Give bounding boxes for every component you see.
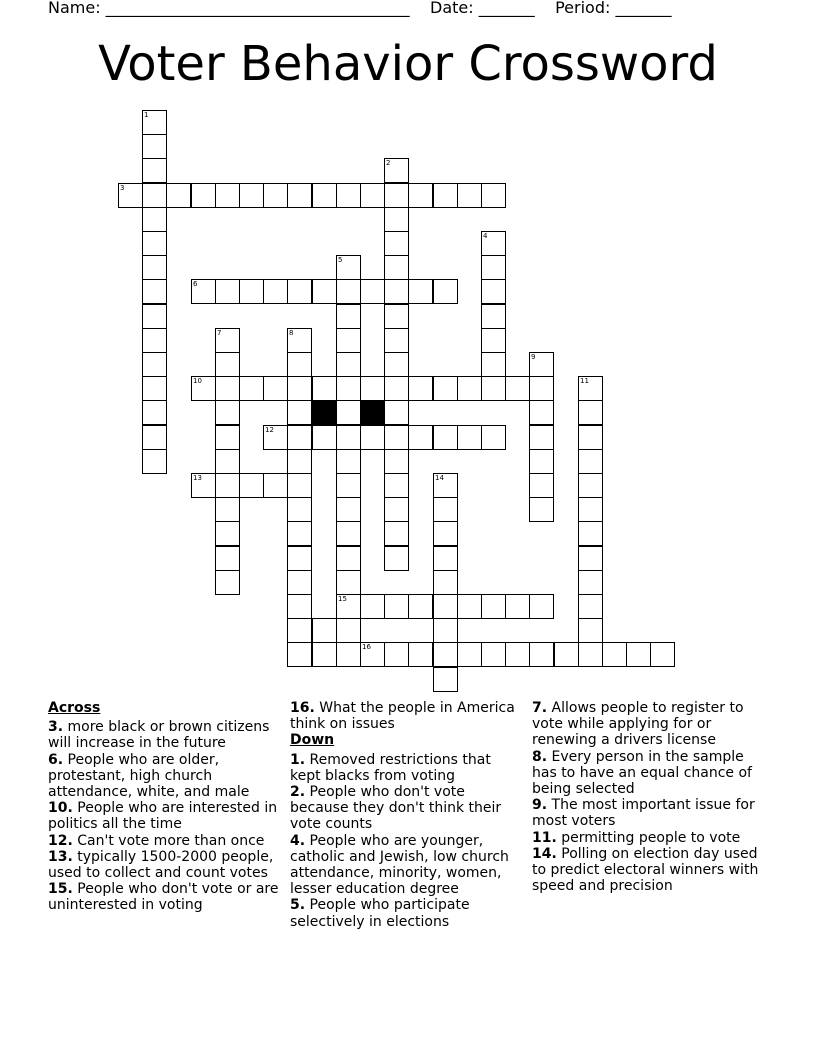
grid-cell[interactable] — [529, 376, 554, 401]
grid-cell[interactable] — [481, 376, 506, 401]
grid-cell[interactable] — [433, 570, 458, 595]
grid-cell[interactable] — [578, 425, 603, 450]
grid-cell[interactable] — [336, 279, 361, 304]
grid-cell[interactable] — [578, 521, 603, 546]
grid-cell[interactable] — [312, 618, 337, 643]
grid-cell[interactable] — [384, 400, 409, 425]
grid-cell[interactable] — [360, 279, 385, 304]
grid-cell[interactable] — [384, 497, 409, 522]
grid-cell[interactable] — [215, 279, 240, 304]
grid-cell[interactable] — [384, 594, 409, 619]
grid-cell[interactable] — [263, 183, 288, 208]
grid-cell[interactable] — [433, 546, 458, 571]
grid-cell[interactable] — [336, 594, 361, 619]
grid-cell[interactable] — [529, 352, 554, 377]
grid-cell[interactable] — [578, 400, 603, 425]
clue-number: 13 — [193, 474, 202, 482]
grid-cell[interactable] — [287, 570, 312, 595]
grid-cell[interactable] — [287, 642, 312, 667]
clue-down-1: 1. Removed restrictions that kept blacks from voting — [290, 751, 491, 784]
clue-down-5: 5. People who participate selectively in elections — [290, 897, 470, 930]
grid-cell[interactable] — [650, 642, 675, 667]
clue-across-12: 12. Can't vote more than once — [48, 832, 265, 849]
grid-cell[interactable] — [384, 546, 409, 571]
grid-cell[interactable] — [433, 642, 458, 667]
grid-cell[interactable] — [529, 425, 554, 450]
grid-cell[interactable] — [312, 183, 337, 208]
clue-number: 9 — [531, 353, 536, 361]
grid-cell[interactable] — [529, 594, 554, 619]
grid-cell[interactable] — [142, 231, 167, 256]
grid-cell[interactable] — [529, 497, 554, 522]
clue-down-11: 11. permitting people to vote — [532, 829, 741, 846]
grid-cell[interactable] — [384, 425, 409, 450]
grid-cell[interactable] — [191, 376, 216, 401]
clue-down-2: 2. People who don't vote because they don't think their vote counts — [290, 784, 502, 833]
clue-number: 11 — [580, 377, 589, 385]
grid-cell[interactable] — [384, 279, 409, 304]
grid-cell[interactable] — [336, 352, 361, 377]
grid-cell[interactable] — [142, 328, 167, 353]
grid-cell[interactable] — [481, 279, 506, 304]
grid-cell[interactable] — [481, 183, 506, 208]
grid-cell[interactable] — [481, 231, 506, 256]
grid-cell[interactable] — [239, 279, 264, 304]
grid-cell[interactable] — [384, 304, 409, 329]
grid-cell[interactable] — [287, 376, 312, 401]
clue-number: 6 — [193, 280, 198, 288]
grid-cell[interactable] — [336, 570, 361, 595]
grid-cell[interactable] — [457, 425, 482, 450]
grid-cell[interactable] — [457, 183, 482, 208]
grid-cell[interactable] — [287, 449, 312, 474]
grid-cell[interactable] — [626, 642, 651, 667]
clue-number: 12 — [265, 426, 274, 434]
grid-cell[interactable] — [142, 158, 167, 183]
grid-cell[interactable] — [408, 594, 433, 619]
grid-cell[interactable] — [336, 449, 361, 474]
grid-cell[interactable] — [408, 279, 433, 304]
grid-cell[interactable] — [336, 473, 361, 498]
grid-cell[interactable] — [263, 279, 288, 304]
clue-number: 15 — [338, 595, 347, 603]
grid-cell[interactable] — [312, 279, 337, 304]
grid-cell[interactable] — [336, 425, 361, 450]
clue-across-6: 6. People who are older, protestant, high church attendance, white, and male — [48, 751, 250, 801]
grid-cell[interactable] — [118, 183, 143, 208]
grid-cell[interactable] — [433, 376, 458, 401]
clue-across-15: 15. People who don't vote or are uninterested in voting — [48, 881, 279, 914]
grid-cell[interactable] — [215, 546, 240, 571]
grid-cell[interactable] — [529, 449, 554, 474]
clue-down-7: 7. Allows people to register to vote while applying for or renewing a drivers license — [532, 700, 744, 749]
grid-cell[interactable] — [287, 521, 312, 546]
grid-cell[interactable] — [336, 328, 361, 353]
clue-number: 4 — [483, 232, 488, 240]
grid-cell[interactable] — [142, 449, 167, 474]
grid-cell[interactable] — [142, 255, 167, 280]
grid-cell[interactable] — [578, 618, 603, 643]
grid-cell[interactable] — [336, 521, 361, 546]
grid-cell[interactable] — [578, 473, 603, 498]
grid-cell[interactable] — [433, 183, 458, 208]
grid-cell[interactable] — [408, 425, 433, 450]
grid-cell[interactable] — [505, 376, 530, 401]
grid-cell[interactable] — [457, 376, 482, 401]
clues-column-2 — [290, 700, 522, 930]
grid-cell[interactable] — [360, 425, 385, 450]
grid-cell[interactable] — [336, 546, 361, 571]
grid-cell[interactable] — [384, 255, 409, 280]
grid-cell[interactable] — [287, 279, 312, 304]
grid-cell[interactable] — [433, 425, 458, 450]
grid-cell[interactable] — [142, 183, 167, 208]
grid-cell[interactable] — [336, 497, 361, 522]
grid-cell[interactable] — [481, 642, 506, 667]
grid-cell[interactable] — [142, 134, 167, 159]
grid-cell[interactable] — [384, 231, 409, 256]
grid-cell[interactable] — [263, 473, 288, 498]
grid-cell[interactable] — [191, 473, 216, 498]
grid-cell[interactable] — [287, 425, 312, 450]
grid-cell[interactable] — [239, 183, 264, 208]
grid-cell[interactable] — [529, 642, 554, 667]
clue-number: 16 — [362, 643, 371, 651]
clue-across-13: 13. typically 1500-2000 people, used to collect and count votes — [48, 848, 274, 882]
grid-cell[interactable] — [360, 594, 385, 619]
grid-cell[interactable] — [287, 352, 312, 377]
grid-cell[interactable] — [263, 376, 288, 401]
grid-cell[interactable] — [287, 473, 312, 498]
grid-cell[interactable] — [215, 425, 240, 450]
clue-across-3: 3. more black or brown citizens will increase in the future — [48, 719, 270, 752]
clue-number: 10 — [193, 377, 202, 385]
grid-cell[interactable] — [384, 521, 409, 546]
grid-cell[interactable] — [481, 594, 506, 619]
grid-cell[interactable] — [433, 473, 458, 498]
grid-cell[interactable] — [312, 425, 337, 450]
grid-cell[interactable] — [505, 594, 530, 619]
grid-cell[interactable] — [142, 425, 167, 450]
clue-number: 3 — [120, 184, 125, 192]
grid-cell[interactable] — [457, 594, 482, 619]
clue-number: 2 — [386, 159, 391, 167]
black-cell — [312, 400, 337, 425]
clue-number: 8 — [289, 329, 294, 337]
grid-cell[interactable] — [142, 352, 167, 377]
clue-across-16: 16. What the people in America think on issues — [290, 700, 515, 733]
grid-cell[interactable] — [287, 546, 312, 571]
grid-cell[interactable] — [215, 521, 240, 546]
grid-cell[interactable] — [336, 304, 361, 329]
grid-cell[interactable] — [239, 473, 264, 498]
down-heading: Down — [290, 732, 335, 749]
grid-cell[interactable] — [602, 642, 627, 667]
clue-down-8: 8. Every person in the sample has to have an equal chance of being selected — [532, 748, 752, 798]
clue-across-10: 10. People who are interested in politics all the time — [48, 800, 278, 833]
clue-number: 1 — [144, 111, 149, 119]
grid-cell[interactable] — [384, 376, 409, 401]
grid-cell[interactable] — [408, 376, 433, 401]
grid-cell[interactable] — [215, 400, 240, 425]
grid-cell[interactable] — [215, 497, 240, 522]
grid-cell[interactable] — [263, 425, 288, 450]
grid-cell[interactable] — [336, 183, 361, 208]
grid-cell[interactable] — [142, 400, 167, 425]
grid-cell[interactable] — [481, 304, 506, 329]
grid-cell[interactable] — [191, 279, 216, 304]
grid-cell[interactable] — [336, 618, 361, 643]
grid-cell[interactable] — [312, 642, 337, 667]
grid-cell[interactable] — [336, 255, 361, 280]
grid-cell[interactable] — [360, 183, 385, 208]
grid-cell[interactable] — [239, 376, 264, 401]
grid-cell[interactable] — [408, 183, 433, 208]
grid-cell[interactable] — [433, 497, 458, 522]
grid-cell[interactable] — [336, 376, 361, 401]
grid-cell[interactable] — [384, 207, 409, 232]
grid-cell[interactable] — [578, 546, 603, 571]
grid-cell[interactable] — [166, 183, 191, 208]
clue-down-4: 4. People who are younger, catholic and Jewish, low church attendance, minority, women, lesser education degree — [290, 832, 509, 898]
grid-cell[interactable] — [142, 110, 167, 135]
grid-cell[interactable] — [384, 158, 409, 183]
grid-cell[interactable] — [336, 642, 361, 667]
grid-cell[interactable] — [384, 642, 409, 667]
clue-number: 5 — [338, 256, 343, 264]
grid-cell[interactable] — [529, 400, 554, 425]
clues-column-1 — [48, 700, 280, 914]
grid-cell[interactable] — [529, 473, 554, 498]
grid-cell[interactable] — [215, 183, 240, 208]
grid-cell[interactable] — [215, 449, 240, 474]
grid-cell[interactable] — [481, 425, 506, 450]
grid-cell[interactable] — [287, 497, 312, 522]
grid-cell[interactable] — [360, 642, 385, 667]
grid-cell[interactable] — [142, 207, 167, 232]
grid-cell[interactable] — [336, 400, 361, 425]
grid-cell[interactable] — [384, 473, 409, 498]
grid-cell[interactable] — [578, 642, 603, 667]
black-cell — [360, 400, 385, 425]
grid-cell[interactable] — [287, 183, 312, 208]
grid-cell[interactable] — [360, 376, 385, 401]
grid-cell[interactable] — [578, 376, 603, 401]
grid-cell[interactable] — [142, 279, 167, 304]
grid-cell[interactable] — [142, 376, 167, 401]
grid-cell[interactable] — [287, 328, 312, 353]
grid-cell[interactable] — [287, 594, 312, 619]
header-fields: Name: ______________________________________ Date: _______ Period: _______ — [48, 0, 672, 17]
grid-cell[interactable] — [215, 352, 240, 377]
clues-column-3 — [532, 700, 764, 894]
grid-cell[interactable] — [481, 328, 506, 353]
grid-cell[interactable] — [481, 255, 506, 280]
grid-cell[interactable] — [384, 352, 409, 377]
grid-cell[interactable] — [191, 183, 216, 208]
grid-cell[interactable] — [142, 304, 167, 329]
grid-cell[interactable] — [433, 594, 458, 619]
grid-cell[interactable] — [554, 642, 579, 667]
grid-cell[interactable] — [312, 376, 337, 401]
grid-cell[interactable] — [384, 328, 409, 353]
grid-cell[interactable] — [215, 376, 240, 401]
grid-cell[interactable] — [433, 521, 458, 546]
clue-number: 14 — [435, 474, 444, 482]
across-heading: Across — [48, 700, 101, 716]
grid-cell[interactable] — [287, 400, 312, 425]
clue-down-9: 9. The most important issue for most voters — [532, 797, 755, 830]
grid-cell[interactable] — [578, 497, 603, 522]
grid-cell[interactable] — [481, 352, 506, 377]
grid-cell[interactable] — [578, 449, 603, 474]
grid-cell[interactable] — [215, 328, 240, 353]
grid-cell[interactable] — [287, 618, 312, 643]
grid-cell[interactable] — [433, 667, 458, 692]
page-title: Voter Behavior Crossword — [98, 36, 718, 92]
clue-down-14: 14. Polling on election day used to predict electoral winners with speed and precision — [532, 845, 759, 895]
grid-cell[interactable] — [578, 594, 603, 619]
grid-cell[interactable] — [384, 183, 409, 208]
grid-cell[interactable] — [215, 570, 240, 595]
clue-number: 7 — [217, 329, 222, 337]
grid-cell[interactable] — [384, 449, 409, 474]
grid-cell[interactable] — [505, 642, 530, 667]
grid-cell[interactable] — [578, 570, 603, 595]
grid-cell[interactable] — [433, 618, 458, 643]
grid-cell[interactable] — [433, 279, 458, 304]
grid-cell[interactable] — [457, 642, 482, 667]
grid-cell[interactable] — [408, 642, 433, 667]
grid-cell[interactable] — [215, 473, 240, 498]
